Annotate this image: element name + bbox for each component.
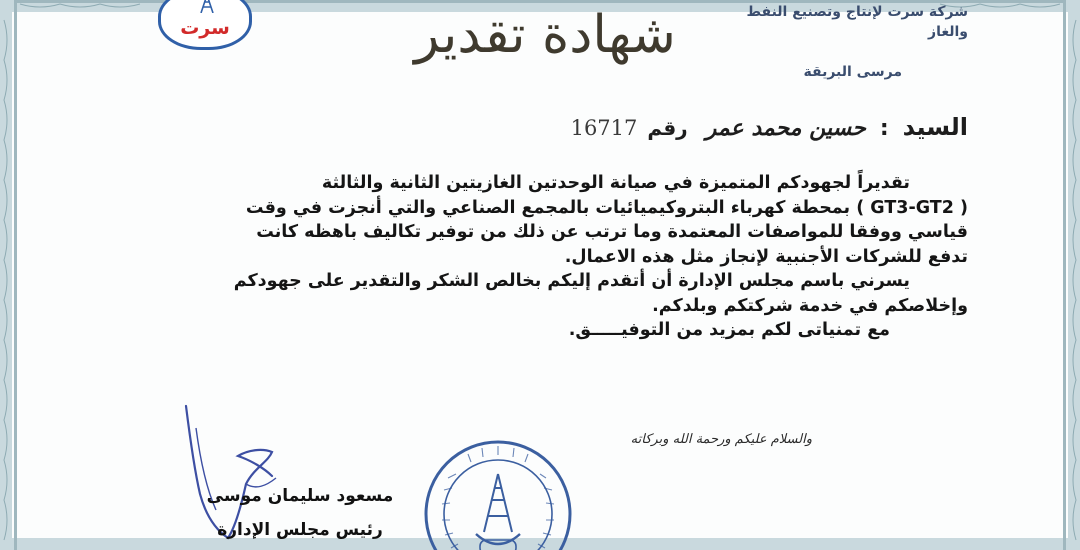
- signer-name: مسعود سليمان موسى: [206, 486, 394, 506]
- body-line: يسرني باسم مجلس الإدارة أن أتقدم إليكم بخالص الشكر والتقدير على جهودكم: [233, 271, 910, 291]
- oil-rig-icon: [199, 0, 215, 13]
- company-name: شركة سرت لإنتاج وتصنيع النفط: [746, 4, 968, 20]
- body-line: تدفع للشركات الأجنبية لإنجاز مثل هذه الاعمال.: [564, 246, 968, 267]
- body-line: قياسي ووفقا للمواصفات المعتمدة وما ترتب عن ذلك من توفير تكاليف باهظه كانت: [256, 222, 968, 242]
- body-line: وإخلاصكم في خدمة شركتكم وبلدكم.: [652, 295, 968, 316]
- body-line: مع تمنياتى لكم بمزيد من التوفيـــــق.: [568, 320, 890, 340]
- closing-salutation: والسلام عليكم ورحمة الله وبركاته: [630, 432, 812, 447]
- company-location: مرسى البريقة: [803, 64, 902, 80]
- body-line: ( GT3-GT2 ) بمحطة كهرباء البتروكيميائيات بالمجمع الصناعي والتي أنجزت في وقت: [245, 197, 968, 218]
- recipient-label: السيد: [902, 113, 968, 141]
- recipient-line: [348, 112, 968, 142]
- company-header: [738, 2, 968, 42]
- company-logo: [158, 0, 252, 50]
- signer-title: رئيس مجلس الإدارة: [217, 520, 383, 540]
- employee-number: 16717: [570, 116, 638, 140]
- certificate-body: [128, 171, 968, 343]
- company-name-cont: والغاز: [928, 24, 968, 40]
- recipient-colon: :: [879, 116, 889, 141]
- logo-text: سرت: [180, 17, 230, 39]
- recipient-name: حسين محمد عمر: [705, 116, 866, 141]
- company-stamp: [418, 434, 578, 550]
- employee-number-label: رقم: [647, 116, 688, 140]
- body-line: تقديراً لجهودكم المتميزة في صيانة الوحدتين الغازيتين الثانية والثالثة: [321, 173, 910, 193]
- certificate-title: شهادة تقدير: [414, 5, 676, 65]
